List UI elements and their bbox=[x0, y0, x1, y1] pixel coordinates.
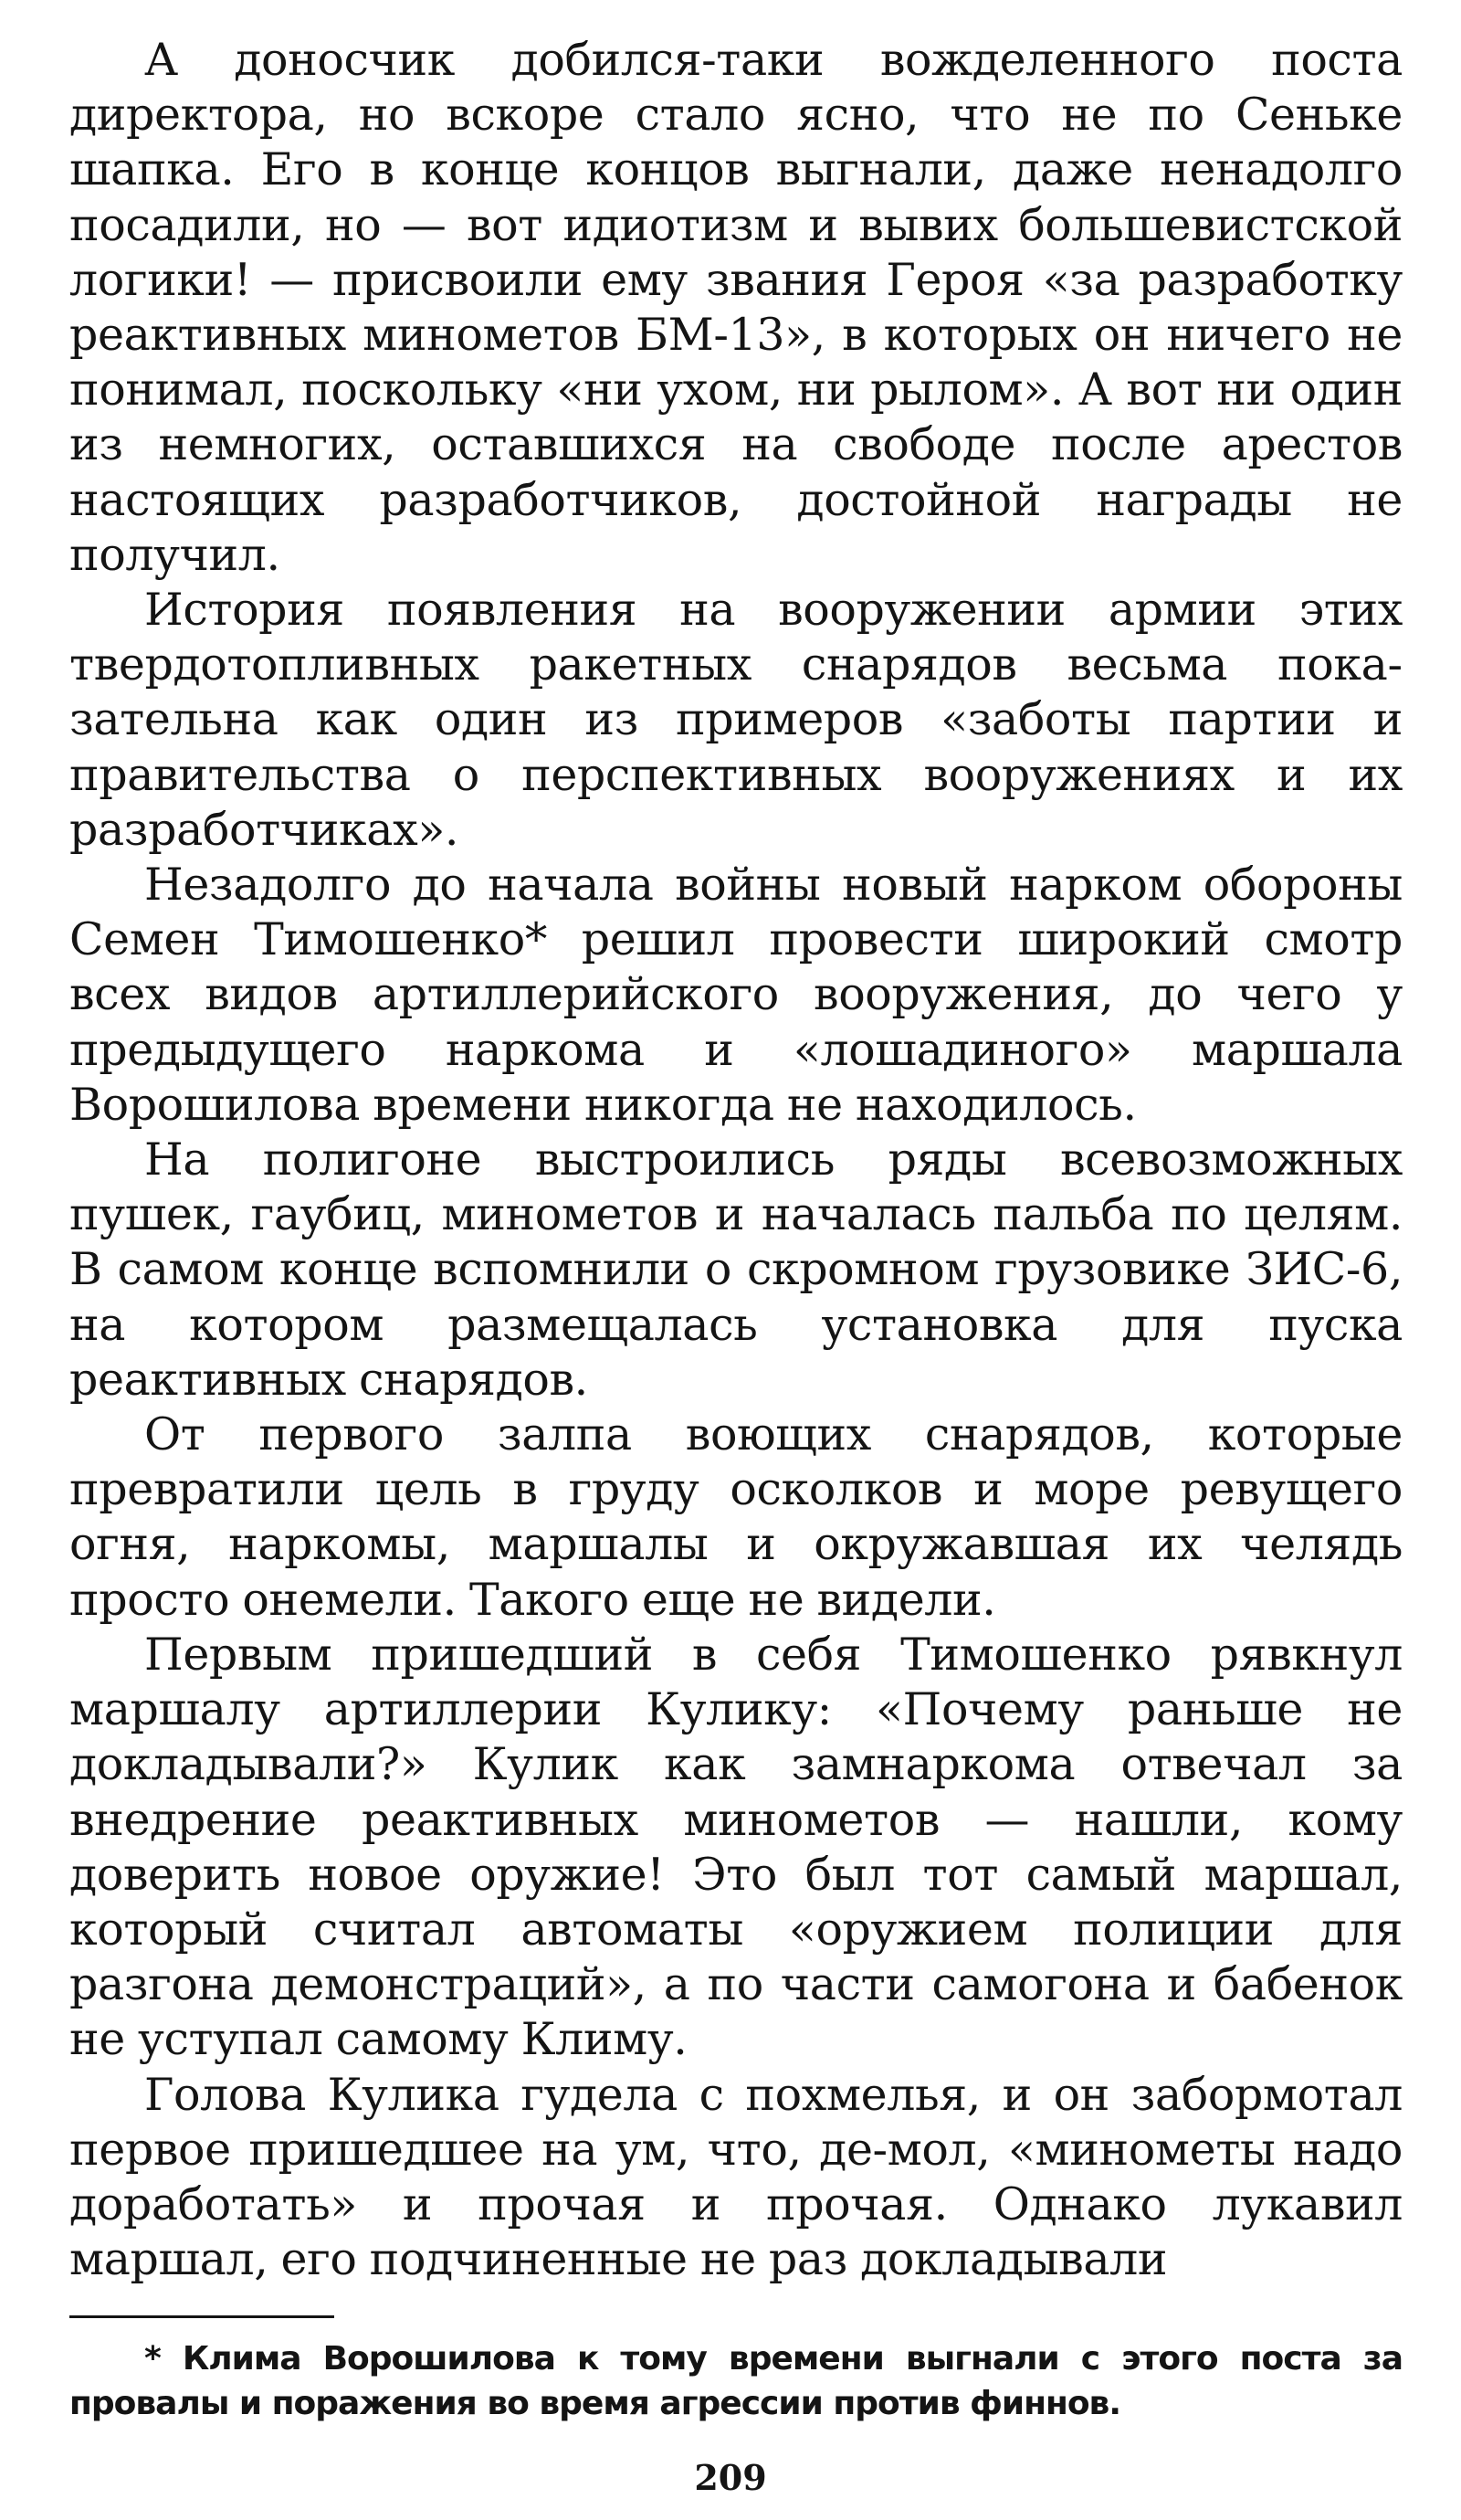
paragraph-6: Первым пришедший в себя Тимошенко рявкнул маршалу артиллерии Кулику: «Почему раньше не докладывали?» Кулик как замнаркома отвечал за внедрение реактивных минометов — нашли, кому доверить новое оружие! Это был тот самый маршал, который считал автоматы «оружием полиции для разгона демонстраций», а по части самогона и бабенок не уступал самому Климу. bbox=[69, 1628, 1403, 2066]
paragraph-1: А доносчик добился-таки вожделенного поста директора, но вскоре стало ясно, что не по Сеньке шапка. Его в конце концов выгнали, даже ненадолго посадили, но — вот идиотизм и вывих большевистской логики! — присвоили ему звания Героя «за разработку реактивных минометов БМ-13», в которых он ничего не понимал, поскольку «ни ухом, ни рылом». А вот ни один из немногих, оставшихся на свободе после арестов настоящих разработчиков, достойной награды не получил. bbox=[69, 34, 1403, 581]
paragraph-2: История появления на вооружении армии этих твердотопливных ракетных снарядов весьма показательна как один из примеров «заботы партии и правительства о перспективных вооружениях и их разработчиках». bbox=[69, 584, 1403, 856]
paragraph-4: На полигоне выстроились ряды всевозможных пушек, гаубиц, минометов и началась пальба по целям. В самом конце вспомнили о скромном грузовике ЗИС-6, на котором размещалась установка для пуска реактивных снарядов. bbox=[69, 1133, 1403, 1406]
footnote: * Клима Ворошилова к тому времени выгнали с этого поста за провалы и поражения во время агрессии против финнов. bbox=[69, 2340, 1403, 2422]
footnote-divider bbox=[69, 2315, 334, 2318]
main-text bbox=[69, 33, 1403, 2287]
paragraph-5: От первого залпа воющих снарядов, которые превратили цель в груду осколков и море ревущего огня, наркомы, маршалы и окружавшая их челядь просто онемели. Такого еще не видели. bbox=[69, 1408, 1403, 1626]
paragraph-3: Незадолго до начала войны новый нарком обороны Семен Тимошенко* решил провести широкий смотр всех видов артиллерийского вооружения, до чего у предыдущего наркома и «лошадиного» маршала Ворошилова времени никогда не находилось. bbox=[69, 859, 1403, 1131]
page-number: 209 bbox=[694, 2457, 767, 2498]
paragraph-7: Голова Кулика гудела с похмелья, и он забормотал первое пришедшее на ум, что, де-мол, «минометы надо доработать» и прочая и прочая. Однако лукавил маршал, его подчиненные не раз докладывали bbox=[69, 2068, 1403, 2286]
